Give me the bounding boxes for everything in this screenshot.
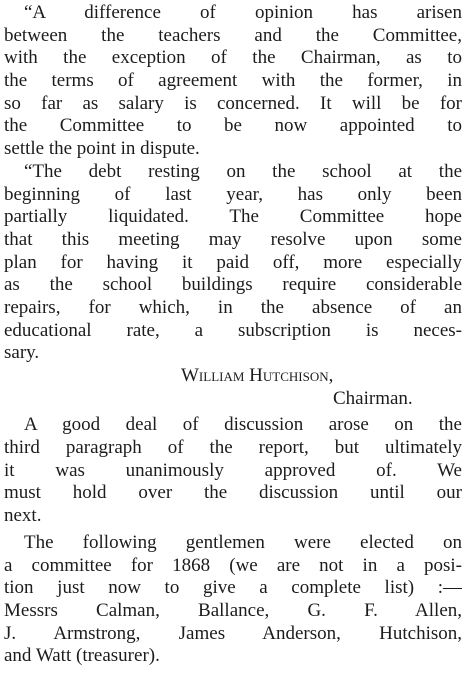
text-line: J. Armstrong, James Anderson, Hutchison, bbox=[4, 622, 462, 644]
text-line: as the school buildings require considerable bbox=[4, 274, 462, 296]
paragraph-school-debt bbox=[4, 161, 462, 365]
text-line: repairs, for which, in the absence of an bbox=[4, 296, 462, 318]
text-line: it was unanimously approved of. We bbox=[4, 459, 462, 481]
text-line: plan for having it paid off, more especially bbox=[4, 251, 462, 273]
text-line: a committee for 1868 (we are not in a posi- bbox=[4, 554, 462, 576]
text-line: next. bbox=[4, 505, 42, 527]
paragraph-discussion bbox=[4, 414, 462, 527]
text-line: the terms of agreement with the former, in bbox=[4, 70, 462, 92]
text-line: “A difference of opinion has arisen bbox=[24, 2, 462, 23]
text-line: The following gentlemen were elected on bbox=[24, 531, 462, 553]
text-line: A good deal of discussion arose on the bbox=[24, 414, 462, 436]
text-line: must hold over the discussion until our bbox=[4, 482, 462, 504]
text-line: tion just now to give a complete list) :— bbox=[4, 577, 462, 599]
text-line: sary. bbox=[4, 342, 40, 364]
text-line: with the exception of the Chairman, as to bbox=[4, 47, 462, 69]
text-line: partially liquidated. The Committee hope bbox=[4, 206, 462, 228]
text-line: between the teachers and the Committee, bbox=[4, 24, 462, 46]
paragraph-committee-elected bbox=[4, 532, 462, 668]
text-line: and Watt (treasurer). bbox=[4, 645, 160, 667]
text-line: so far as salary is concerned. It will be for bbox=[4, 92, 462, 114]
text-line: Messrs Calman, Ballance, G. F. Allen, bbox=[4, 599, 462, 621]
text-line: “The debt resting on the school at the bbox=[24, 160, 462, 182]
signature-title: Chairman. bbox=[333, 387, 413, 409]
text-line: the Committee to be now appointed to bbox=[4, 115, 462, 137]
text-line: educational rate, a subscription is neces- bbox=[4, 319, 462, 341]
signature-name: William Hutchison, bbox=[181, 365, 334, 386]
text-line: beginning of last year, has only been bbox=[4, 183, 462, 205]
text-line: third paragraph of the report, but ultimately bbox=[4, 437, 462, 459]
paragraph-difference-of-opinion bbox=[4, 2, 462, 161]
text-line: that this meeting may resolve upon some bbox=[4, 228, 462, 250]
signature-block bbox=[4, 365, 462, 410]
newspaper-column bbox=[4, 2, 462, 668]
text-line: settle the point in dispute. bbox=[4, 138, 200, 160]
